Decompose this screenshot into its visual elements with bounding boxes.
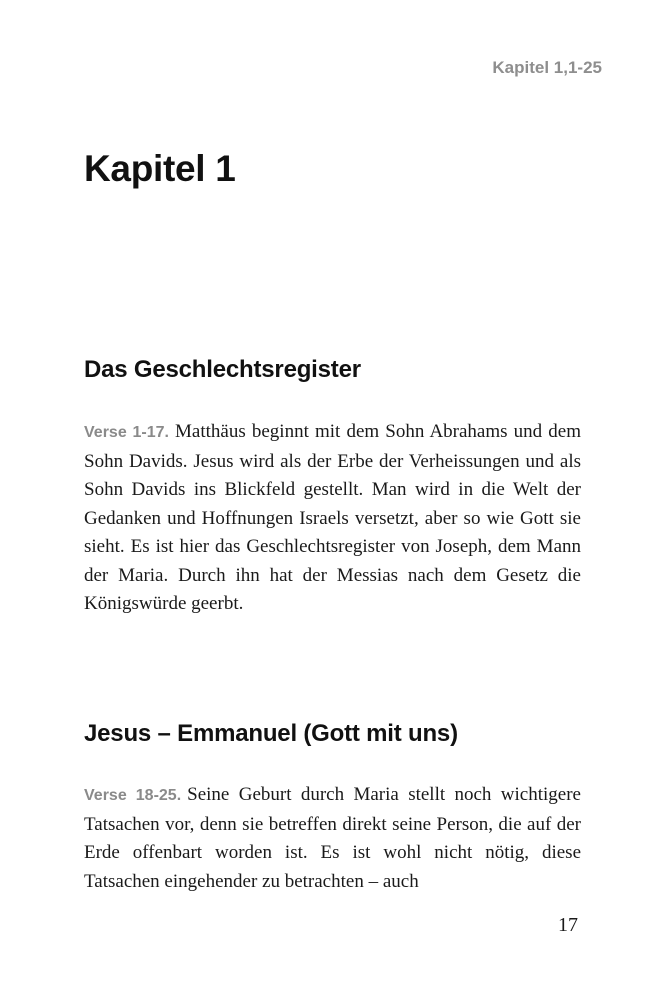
paragraph-text: Matthäus beginnt mit dem Sohn Abrahams und dem Sohn Davids. Jesus wird als der Erbe der Verheissungen und als Sohn Davids ins Blickfeld gestellt. Man wird in die Welt der Gedanken und Hoffnungen Israels versetzt, aber so wie Gott sie sieht. Es ist hier das Geschlechtsregister von Joseph, dem Mann der Maria. Durch ihn hat der Messias nach dem Gesetz die Königswürde geerbt. — [84, 421, 582, 614]
section-heading-emmanuel: Jesus – Emmanuel (Gott mit uns) — [84, 720, 458, 747]
chapter-title: Kapitel 1 — [84, 148, 236, 189]
paragraph-emmanuel — [84, 781, 581, 896]
section-heading-genealogy: Das Geschlechtsregister — [84, 356, 361, 383]
paragraph-text: Seine Geburt durch Maria stellt noch wichtigere Tatsachen vor, denn sie betreffen direkt seine Person, die auf der Erde offenbart worden ist. Es ist wohl nicht nötig, diese Tatsachen eingehender zu betrachten – auch — [84, 784, 581, 892]
page-number: 17 — [558, 914, 578, 936]
verse-reference: Verse 1-17. — [84, 424, 170, 441]
paragraph-genealogy — [84, 418, 581, 619]
verse-reference: Verse 18-25. — [84, 787, 182, 804]
running-header: Kapitel 1,1-25 — [492, 58, 602, 77]
